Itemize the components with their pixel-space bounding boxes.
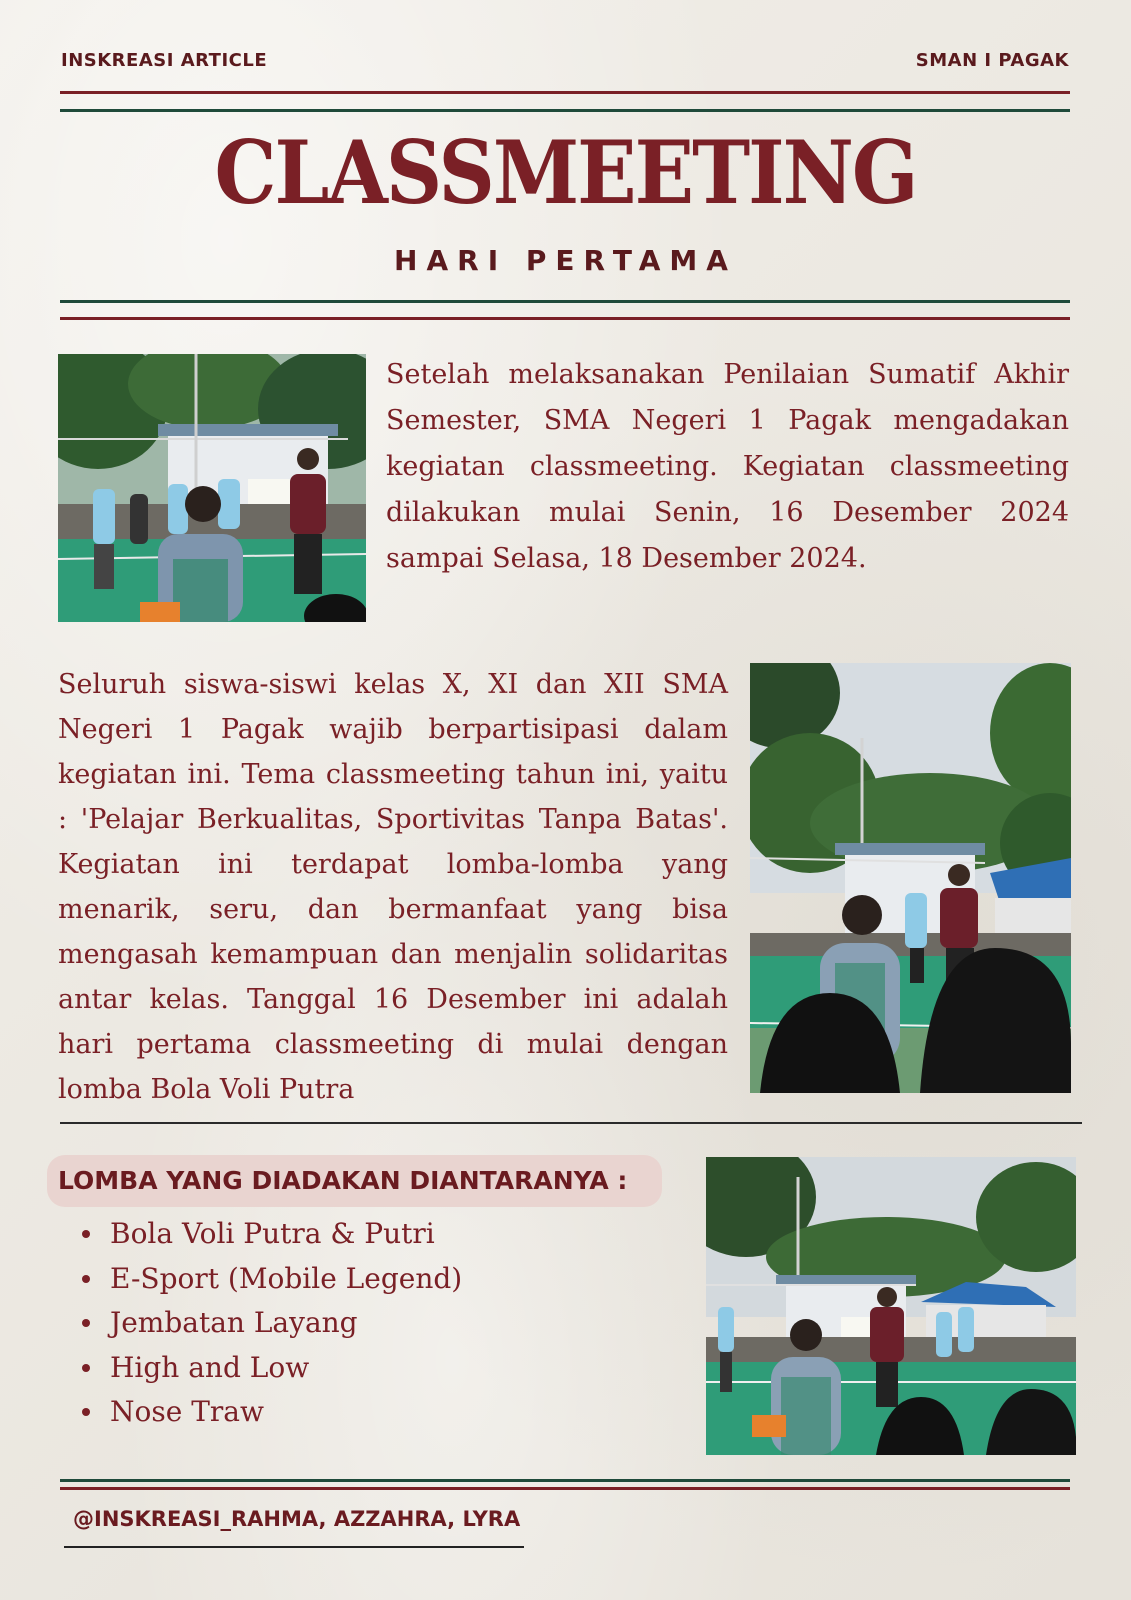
volleyball-photo-1 — [58, 354, 366, 622]
list-item: E-Sport (Mobile Legend) — [82, 1257, 462, 1302]
header-left-label: INSKREASI ARTICLE — [61, 50, 268, 71]
section-divider — [60, 1122, 1082, 1124]
footer-credits: @INSKREASI_RAHMA, AZZAHRA, LYRA — [73, 1507, 521, 1531]
footer-rule-maroon — [60, 1487, 1070, 1490]
page-subtitle: HARI PERTAMA — [394, 244, 737, 277]
footer-rule-green — [60, 1479, 1070, 1482]
list-item: High and Low — [82, 1346, 462, 1391]
title-rule-green — [60, 300, 1070, 303]
header-right-label: SMAN I PAGAK — [915, 50, 1069, 71]
list-item: Jembatan Layang — [82, 1301, 462, 1346]
bullet-icon — [82, 1364, 90, 1372]
title-rule-maroon — [60, 317, 1070, 320]
intro-paragraph: Setelah melaksanakan Penilaian Sumatif Akhir Semester, SMA Negeri 1 Pagak mengadakan kegiatan classmeeting. Kegiatan classmeeting dilakukan mulai Senin, 16 Desember 2024 sampai Selasa, 18 Desember 2024. — [386, 359, 1069, 574]
top-rule-green — [60, 109, 1070, 112]
competition-heading: LOMBA YANG DIADAKAN DIANTARANYA : — [58, 1166, 628, 1195]
volleyball-photo-2 — [750, 663, 1071, 1093]
volleyball-photo-3 — [706, 1157, 1076, 1455]
theme-paragraph: Seluruh siswa-siswi kelas X, XI dan XII SMA Negeri 1 Pagak wajib berpartisipasi dalam kegiatan ini. Tema classmeeting tahun ini, yaitu : 'Pelajar Berkualitas, Sportivitas Tanpa Batas'. Kegiatan ini terdapat lomba-lomba yang menarik, seru, dan bermanfaat yang bisa mengasah kemampuan dan menjalin solidaritas antar kelas. Tanggal 16 Desember ini adalah hari pertama classmeeting di mulai dengan lomba Bola Voli Putra — [58, 669, 728, 1105]
bullet-icon — [82, 1408, 90, 1416]
list-item: Bola Voli Putra & Putri — [82, 1212, 462, 1257]
competition-list — [82, 1212, 462, 1435]
page-title: CLASSMEETING — [214, 122, 917, 225]
bullet-icon — [82, 1275, 90, 1283]
top-rule-maroon — [60, 91, 1070, 94]
list-item: Nose Traw — [82, 1390, 462, 1435]
bullet-icon — [82, 1319, 90, 1327]
bullet-icon — [82, 1230, 90, 1238]
footer-underline — [64, 1546, 524, 1548]
